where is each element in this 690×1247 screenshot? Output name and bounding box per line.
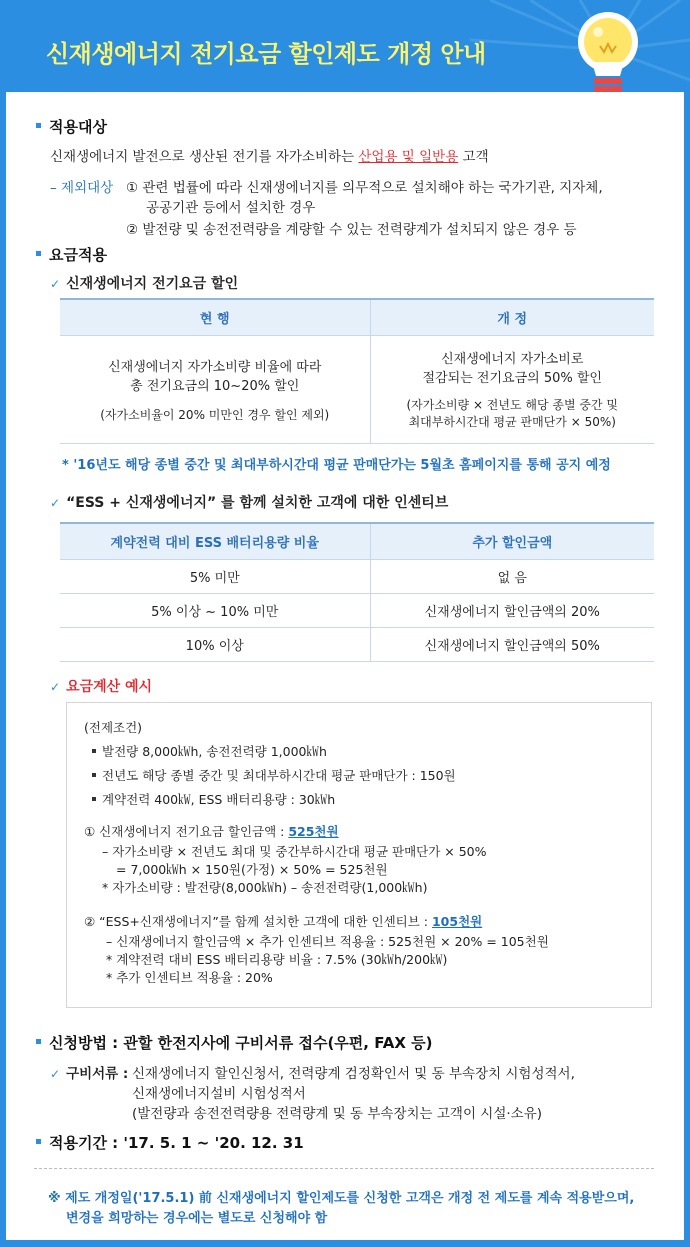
- check-icon: ✓: [50, 496, 61, 510]
- calc-1-title: ① 신재생에너지 전기요금 할인금액 : 525천원: [84, 824, 339, 839]
- calc-1-amount: 525천원: [288, 824, 339, 839]
- premise-item: 계약전력 400㎾, ESS 배터리용량 : 30㎾h: [92, 790, 335, 808]
- subsection-ess-incentive: ✓ “ESS + 신재생에너지” 를 함께 설치한 고객에 대한 인센티브: [50, 495, 449, 511]
- table-header-revised: 개 정: [370, 299, 654, 335]
- section-target-heading: 적용대상: [36, 116, 107, 137]
- required-docs-line: (발전량과 송전전력량용 전력량계 및 동 부속장치는 고객이 시설·소유): [132, 1106, 543, 1122]
- required-docs-line: 신재생에너지 할인신청서, 전력량계 검정확인서 및 동 부속장치 시험성적서,: [132, 1066, 575, 1082]
- check-icon: ✓: [50, 680, 61, 694]
- premise-label: (전제조건): [84, 720, 143, 735]
- calc-2-amount: 105천원: [431, 914, 483, 929]
- exclusion-item-1: ① 관련 법률에 따라 신재생에너지를 의무적으로 설치해야 하는 국가기관, 지자체,: [126, 180, 603, 196]
- footer-note-cont: 변경을 희망하는 경우에는 별도로 신청해야 함: [66, 1211, 328, 1226]
- table-cell-revised: 신재생에너지 자가소비로 절감되는 전기요금의 50% 할인 (자가소비량 × 전년도 해당 종별 중간 및 최대부하시간대 평균 판매단가 × 50%): [370, 335, 654, 443]
- calc-2-line: * 추가 인센티브 적용율 : 20%: [106, 970, 273, 985]
- table-cell-current: 신재생에너지 자가소비량 비율에 따라 총 전기요금의 10~20% 할인 (자가소비율이 20% 미만인 경우 할인 제외): [60, 335, 370, 443]
- section-rate-heading: 요금적용: [36, 244, 107, 265]
- calc-2-line: – 신재생에너지 할인금액 × 추가 인센티브 적용율 : 525천원 × 20% = 105천원: [106, 934, 549, 949]
- exclusion-label: – 제외대상: [50, 180, 114, 196]
- calc-1-line: – 자가소비량 × 전년도 최대 및 중간부하시간대 평균 판매단가 × 50%: [102, 844, 487, 859]
- subsection-calc-example: ✓ 요금계산 예시: [50, 679, 153, 695]
- target-highlight: 산업용 및 일반용: [358, 149, 459, 165]
- calc-1-line: * 자가소비량 : 발전량(8,000㎾h) – 송전전력량(1,000㎾h): [102, 880, 428, 895]
- section-period: 적용기간 : '17. 5. 1 ~ '20. 12. 31: [36, 1132, 304, 1153]
- premise-item: 전년도 해당 종별 중간 및 최대부하시간대 평균 판매단가 : 150원: [92, 766, 456, 784]
- table-header-discount: 추가 할인금액: [370, 523, 654, 559]
- required-docs-line: 신재생에너지설비 시험성적서: [132, 1086, 306, 1102]
- table-row: 5% 미만 없 음: [60, 559, 654, 593]
- section-apply-heading: 신청방법 : 관할 한전지사에 구비서류 접수(우편, FAX 등): [36, 1032, 432, 1053]
- header: [0, 0, 690, 92]
- calc-2-title: ② “ESS+신재생에너지”를 함께 설치한 고객에 대한 인센티브 : 105천원: [84, 914, 483, 929]
- required-docs-label: ✓ 구비서류 :: [50, 1066, 129, 1082]
- calc-2-line: * 계약전력 대비 ESS 배터리용량 비율 : 7.5% (30㎾h/200㎾): [106, 952, 448, 967]
- subsection-discount: ✓ 신재생에너지 전기요금 할인: [50, 276, 239, 292]
- discount-comparison-table: [60, 298, 654, 444]
- exclusion-item-2: ② 발전량 및 송전전력량을 계량할 수 있는 전력량계가 설치되지 않은 경우 등: [126, 222, 577, 238]
- page-title: 신재생에너지 전기요금 할인제도 개정 안내: [46, 40, 486, 68]
- price-notice: * '16년도 해당 종별 중간 및 최대부하시간대 평균 판매단가는 5월초 홈페이지를 통해 공지 예정: [62, 458, 611, 473]
- table-row: 5% 이상 ~ 10% 미만 신재생에너지 할인금액의 20%: [60, 593, 654, 627]
- divider: [34, 1168, 654, 1169]
- target-description: 신재생에너지 발전으로 생산된 전기를 자가소비하는 산업용 및 일반용 고객: [50, 149, 489, 165]
- table-row: 10% 이상 신재생에너지 할인금액의 50%: [60, 627, 654, 661]
- footer-note: ※ 제도 개정일('17.5.1) 前 신재생에너지 할인제도를 신청한 고객은 개정 전 제도를 계속 적용받으며,: [48, 1191, 635, 1206]
- table-header-current: 현 행: [60, 299, 370, 335]
- check-icon: ✓: [50, 1067, 61, 1081]
- table-header-ratio: 계약전력 대비 ESS 배터리용량 비율: [60, 523, 370, 559]
- premise-item: 발전량 8,000㎾h, 송전전력량 1,000㎾h: [92, 742, 327, 760]
- calc-1-line: = 7,000㎾h × 150원(가정) × 50% = 525천원: [116, 862, 388, 877]
- ess-incentive-table: [60, 522, 654, 662]
- exclusion-item-1-cont: 공공기관 등에서 설치한 경우: [146, 200, 316, 216]
- check-icon: ✓: [50, 277, 61, 291]
